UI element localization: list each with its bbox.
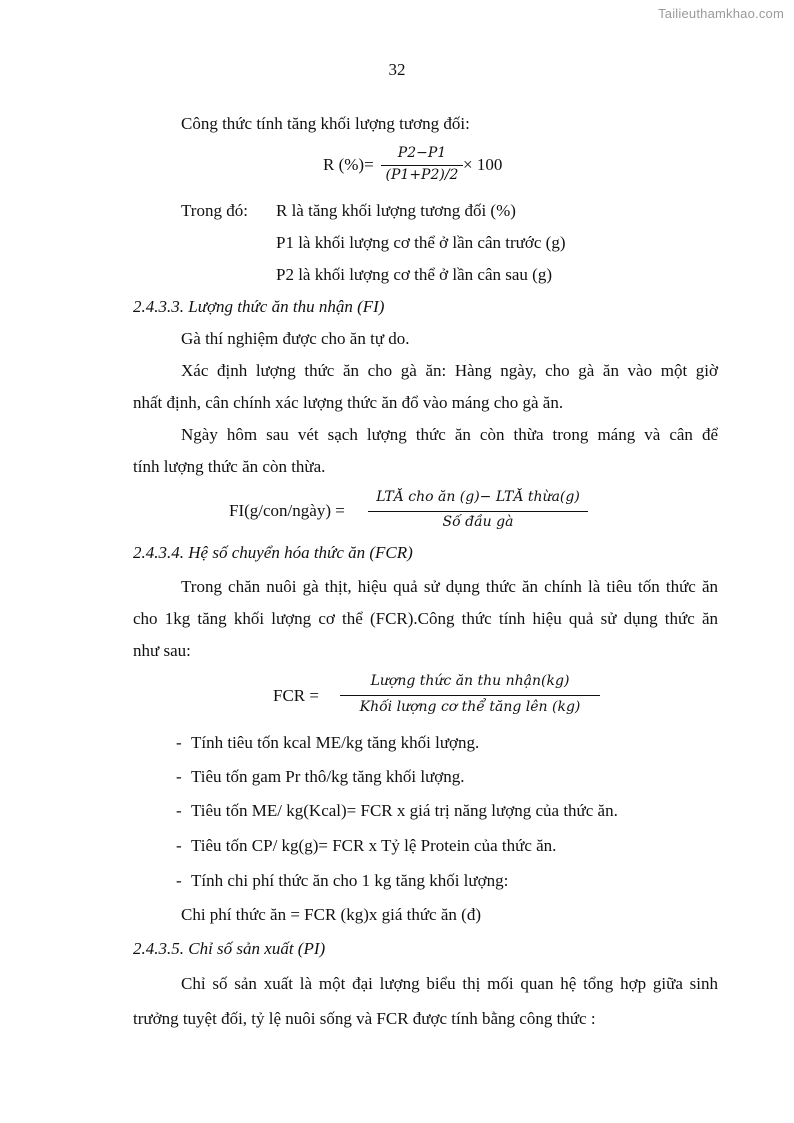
paragraph-line: Trong chăn nuôi gà thịt, hiệu quả sử dụng thức ăn chính là tiêu tốn thức ăn [181,577,718,596]
list-item: Tiêu tốn CP/ kg(g)= FCR x Tỷ lệ Protein của thức ăn. [191,836,557,855]
formula-fi-denominator: Số đầu gà [442,514,514,530]
where-label: Trong đó: [181,201,248,220]
fraction-bar [381,165,463,166]
paragraph-line: trưởng tuyệt đối, tỷ lệ nuôi sống và FCR được tính bằng công thức : [133,1009,596,1028]
paragraph-line: Xác định lượng thức ăn cho gà ăn: Hàng ngày, cho gà ăn vào một giờ [181,361,718,380]
paragraph-line: Ngày hôm sau vét sạch lượng thức ăn còn thừa trong máng và cân để [181,425,718,444]
paragraph-line: cho 1kg tăng khối lượng cơ thể (FCR).Công thức tính hiệu quả sử dụng thức ăn [133,609,718,628]
cost-line: Chi phí thức ăn = FCR (kg)x giá thức ăn (đ) [181,905,481,924]
section-heading-pi: 2.4.3.5. Chỉ số sản xuất (PI) [133,939,326,958]
watermark: Tailieuthamkhao.com [658,6,784,21]
formula-r-numerator: P2−P1 [397,145,447,161]
formula-r-multiplier: × 100 [463,155,503,174]
formula-fi-fraction [368,489,588,533]
where-item: P2 là khối lượng cơ thể ở lần cân sau (g) [276,265,553,284]
intro-line: Công thức tính tăng khối lượng tương đối: [181,114,470,133]
list-item: Tính tiêu tốn kcal ME/kg tăng khối lượng. [191,733,480,752]
formula-fcr-denominator: Khối lượng cơ thể tăng lên (kg) [359,699,581,715]
section-heading-fcr: 2.4.3.4. Hệ số chuyển hóa thức ăn (FCR) [133,543,413,562]
where-item: R là tăng khối lượng tương đối (%) [276,201,516,220]
list-item: Tiêu tốn gam Pr thô/kg tăng khối lượng. [191,767,465,786]
where-item: P1 là khối lượng cơ thể ở lần cân trước (g) [276,233,566,252]
paragraph: Gà thí nghiệm được cho ăn tự do. [181,329,410,348]
paragraph-line: nhất định, cân chính xác lượng thức ăn đổ vào máng cho gà ăn. [133,393,564,412]
formula-r-lhs: R (%)= [323,155,374,174]
bullet-dash: - [176,836,182,855]
bullet-dash: - [176,733,182,752]
bullet-dash: - [176,871,182,890]
paragraph-line: tính lượng thức ăn còn thừa. [133,457,326,476]
formula-r-fraction [381,145,463,185]
fraction-bar [340,695,600,696]
list-item: Tiêu tốn ME/ kg(Kcal)= FCR x giá trị năng lượng của thức ăn. [191,801,618,820]
formula-r-denominator: (P1+P2)/2 [385,167,459,183]
formula-fi-lhs: FI(g/con/ngày) = [229,501,345,520]
paragraph-line: như sau: [133,641,191,660]
list-item: Tính chi phí thức ăn cho 1 kg tăng khối lượng: [191,871,509,890]
fraction-bar [368,511,588,512]
page-number: 32 [388,60,406,79]
formula-fcr-numerator: Lượng thức ăn thu nhận(kg) [370,673,570,689]
formula-fcr-lhs: FCR = [273,686,319,705]
formula-fi-numerator: LTĂ cho ăn (g)− LTĂ thừa(g) [376,489,580,505]
paragraph-line: Chỉ số sản xuất là một đại lượng biểu thị mối quan hệ tổng hợp giữa sinh [181,974,718,993]
bullet-dash: - [176,801,182,820]
section-heading-fi: 2.4.3.3. Lượng thức ăn thu nhận (FI) [133,297,385,316]
formula-fcr-fraction [340,673,600,719]
bullet-dash: - [176,767,182,786]
